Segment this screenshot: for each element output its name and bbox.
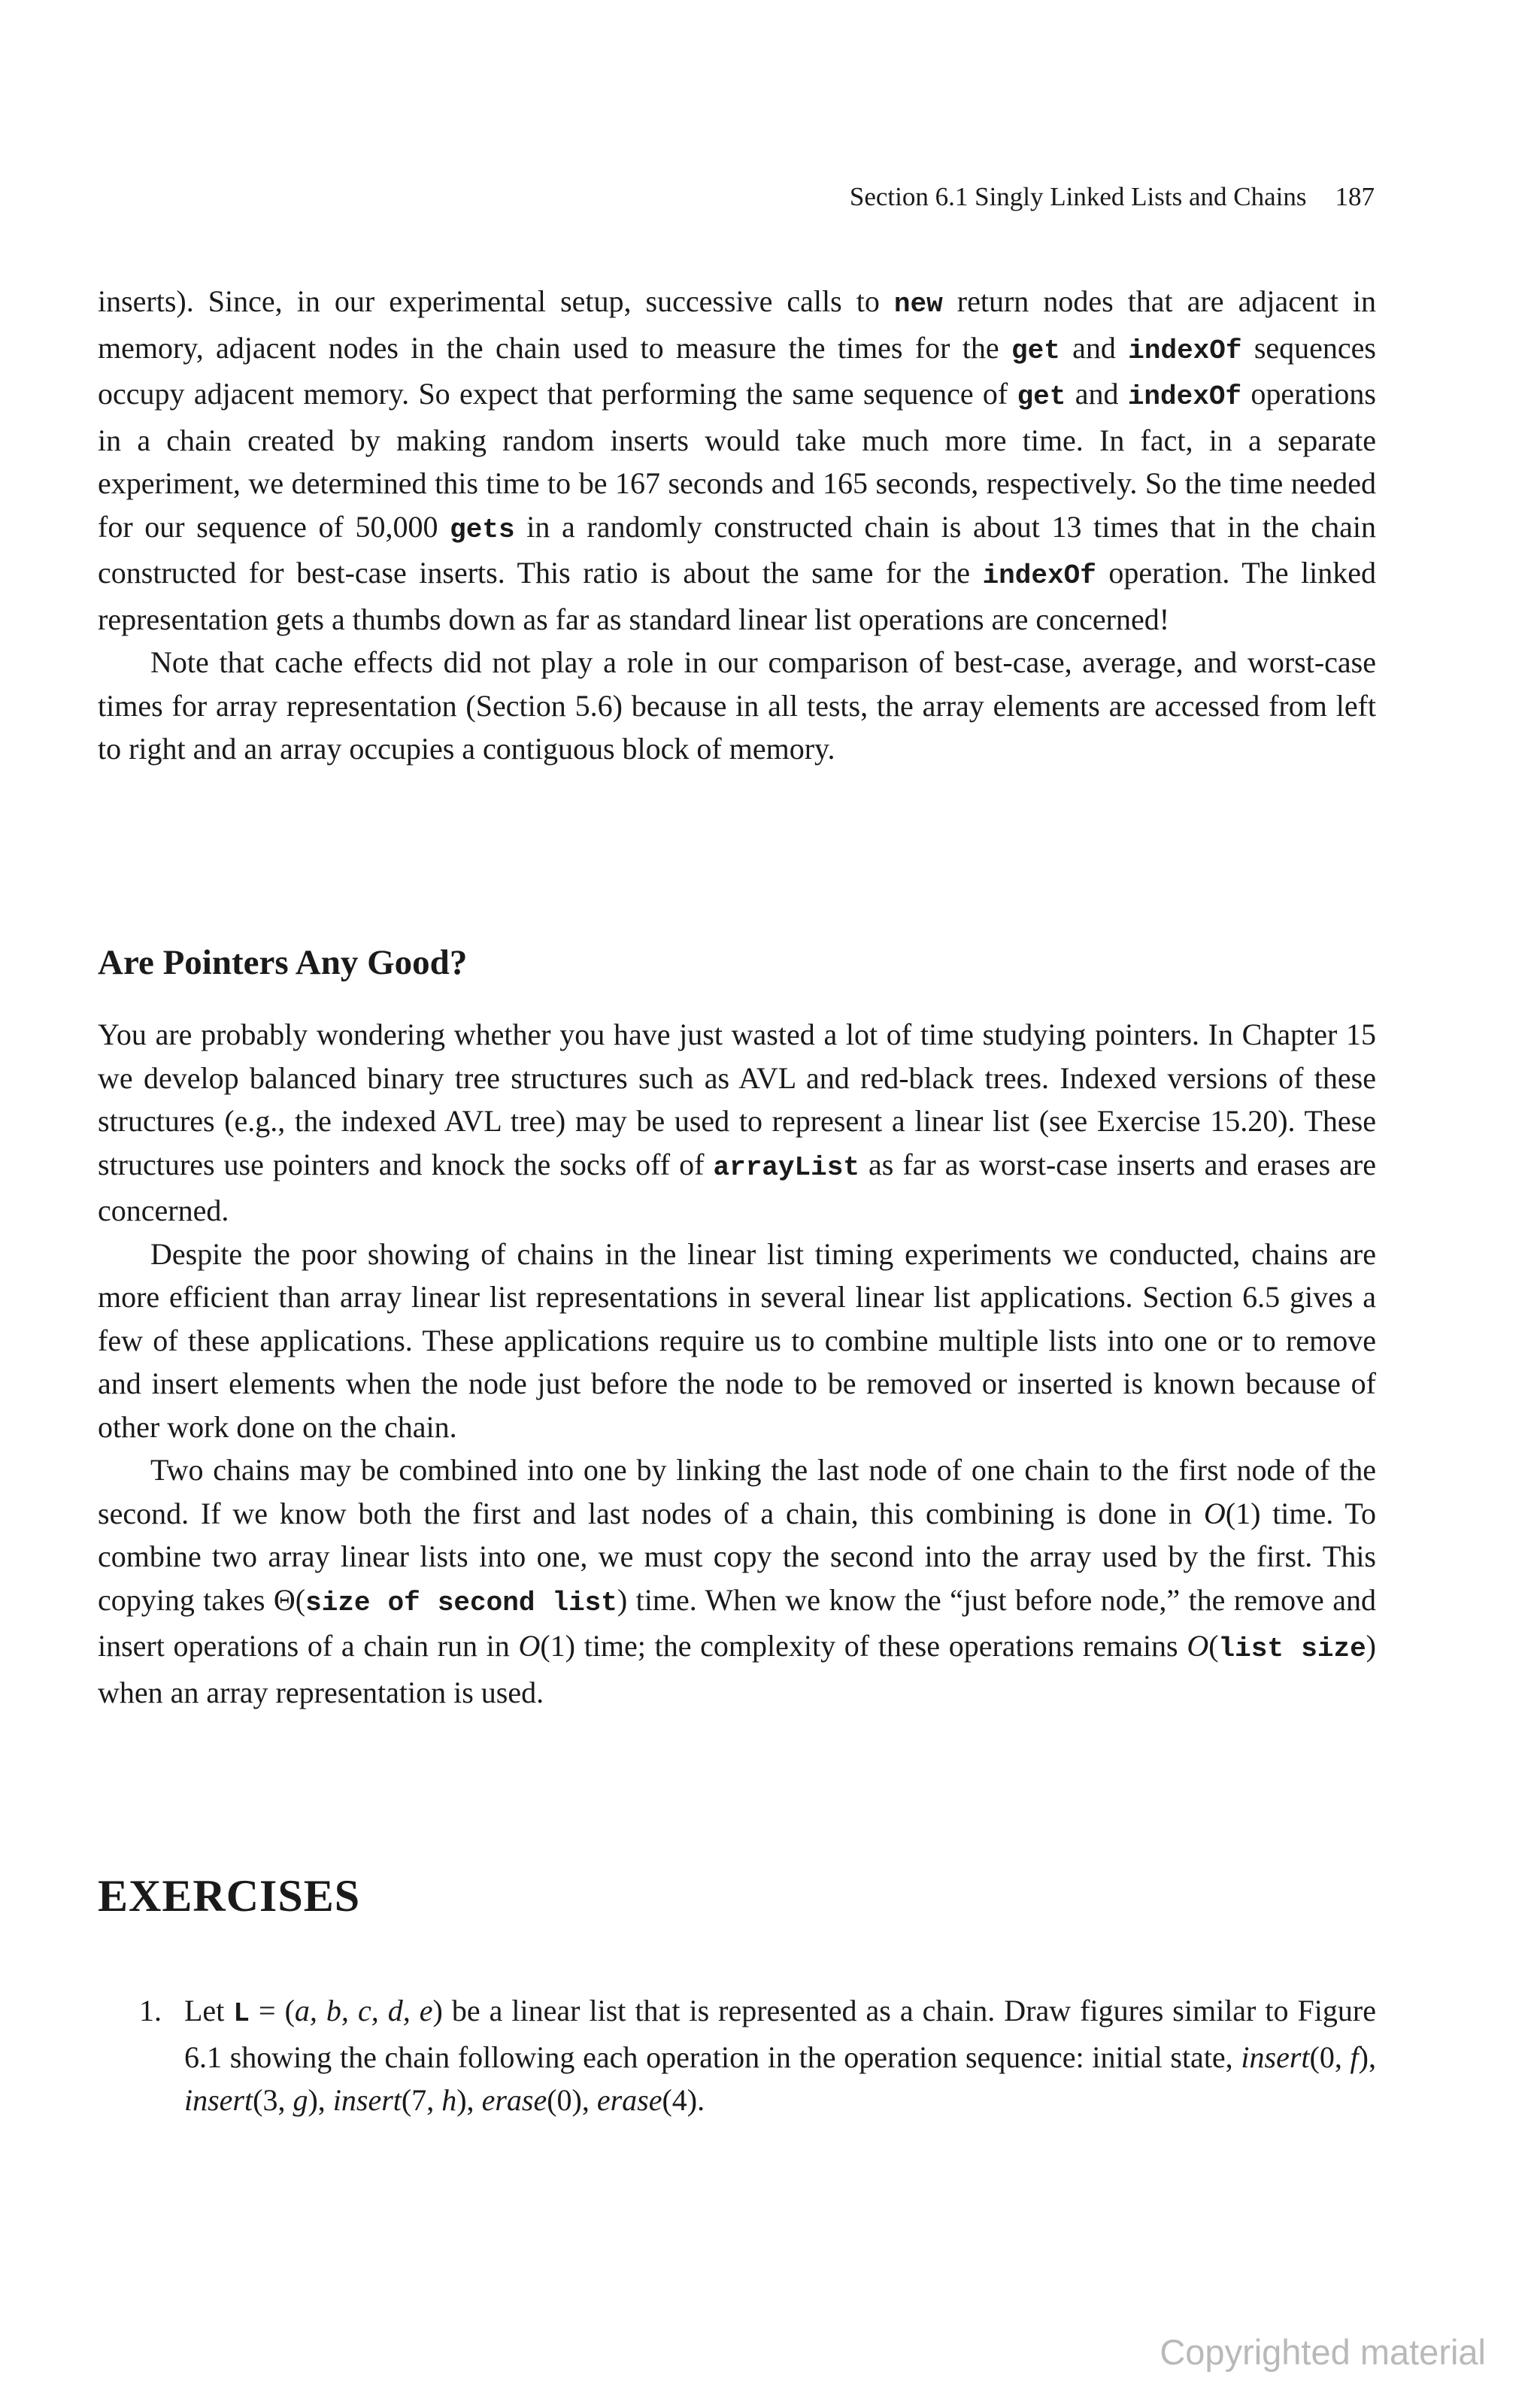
text-run: return nodes that are adjacent in memory, adjacent nodes in the chain used to measure the times for the bbox=[98, 284, 1376, 365]
code-gets: gets bbox=[450, 514, 515, 545]
text-run: ), bbox=[308, 2083, 333, 2117]
intro-paragraph-1 bbox=[98, 280, 1376, 641]
text-run: Two chains may be combined into one by linking the last node of one chain to the first node of the second. If we know both the first and last nodes of a chain, this combining is done in bbox=[98, 1453, 1376, 1530]
math-o: O bbox=[518, 1629, 541, 1663]
text-run: inserts). Since, in our experimental setup, successive calls to bbox=[98, 284, 894, 318]
code-get: get bbox=[1017, 381, 1066, 412]
math-g: g bbox=[293, 2083, 308, 2117]
math-insert: insert bbox=[1241, 2040, 1310, 2074]
running-head-title: Section 6.1 Singly Linked Lists and Chains bbox=[849, 182, 1307, 211]
text-run: and bbox=[1060, 330, 1129, 365]
pointers-text bbox=[98, 1013, 1376, 1714]
text-run: in a randomly constructed chain is about 13 times that in the chain constructed for best-case inserts. This ratio is about the same for the bbox=[98, 509, 1377, 590]
pointers-paragraph-1 bbox=[98, 1013, 1376, 1233]
code-arraylist: arrayList bbox=[713, 1151, 859, 1183]
text-run: (4). bbox=[662, 2083, 705, 2117]
text-run: ) when an array representation is used. bbox=[98, 1629, 1376, 1709]
exercise-item bbox=[139, 1989, 1376, 2122]
code-l: L bbox=[233, 1998, 250, 2029]
text-run: ) time. When we know the “just before node,” the remove and insert operations of a chain run in bbox=[98, 1582, 1376, 1663]
code-indexof: indexOf bbox=[1128, 335, 1242, 366]
code-list-size: list size bbox=[1218, 1633, 1366, 1664]
copyright-watermark: Copyrighted material bbox=[1160, 2332, 1486, 2372]
math-erase: erase bbox=[481, 2083, 547, 2117]
text-run: as far as worst-case inserts and erases are concerned. bbox=[98, 1147, 1376, 1227]
exercises-heading: EXERCISES bbox=[98, 1871, 361, 1921]
text-run: ), bbox=[456, 2083, 482, 2117]
intro-text bbox=[98, 280, 1376, 771]
text-run: (7, bbox=[401, 2083, 442, 2117]
math-list-elements: a, b, c, d, e bbox=[294, 1994, 433, 2027]
text-run: (0, bbox=[1309, 2040, 1351, 2074]
text-run: = ( bbox=[249, 1994, 295, 2027]
text-run: (1) time. To combine two array linear lists into one, we must copy the second into the array used by the first. This copying takes Θ( bbox=[98, 1496, 1377, 1617]
math-insert: insert bbox=[184, 2083, 253, 2117]
pointers-paragraph-2: Despite the poor showing of chains in the linear list timing experiments we conducted, chains are more efficient than array linear list representations in several linear list applications. Section 6.5 gives a few of these applications. These applications require us to combine multiple lists into one or to remove and insert elements when the node just before the node to be removed or inserted is known because of other work done on the chain. bbox=[98, 1236, 1376, 1444]
text-run: You are probably wondering whether you have just wasted a lot of time studying pointers. In Chapter 15 we develop balanced binary tree structures such as AVL and red-black trees. Indexed versions of these structures (e.g., the indexed AVL tree) may be used to represent a linear list (see Exercise 15.20). These structures use pointers and knock the socks off of bbox=[98, 1018, 1376, 1181]
running-head bbox=[850, 182, 1375, 212]
text-run: operation. The linked representation gets a thumbs down as far as standard linear list operations are concerned! bbox=[98, 556, 1376, 636]
text-run: and bbox=[1066, 377, 1128, 411]
intro-paragraph-2: Note that cache effects did not play a role in our comparison of best-case, average, and worst-case times for array representation (Section 5.6) because in all tests, the array elements are accessed from left to right and an array occupies a contiguous block of memory. bbox=[98, 645, 1376, 766]
code-new: new bbox=[893, 289, 943, 320]
math-erase: erase bbox=[596, 2083, 662, 2117]
math-f: f bbox=[1350, 2040, 1359, 2074]
text-run: Let bbox=[184, 1994, 234, 2027]
text-run: (0), bbox=[547, 2083, 597, 2117]
text-run: (3, bbox=[253, 2083, 293, 2117]
text-run: ), bbox=[1358, 2040, 1376, 2074]
text-run: operations in a chain created by making random inserts would take much more time. In fact, in a separate experiment, we determined this time to be 167 seconds and 165 seconds, respectively. So the time needed for our sequence of 50,000 bbox=[98, 377, 1376, 544]
pointers-paragraph-3 bbox=[98, 1448, 1376, 1714]
code-indexof: indexOf bbox=[1127, 381, 1242, 412]
math-h: h bbox=[441, 2083, 457, 2117]
exercise-number: 1. bbox=[139, 1994, 162, 2027]
exercise-text bbox=[184, 1989, 1376, 2122]
text-run: ( bbox=[1208, 1629, 1219, 1663]
code-size-of-second-list: size of second list bbox=[305, 1587, 617, 1618]
page-number: 187 bbox=[1335, 182, 1375, 211]
math-o: O bbox=[1203, 1496, 1226, 1530]
math-o: O bbox=[1187, 1629, 1209, 1663]
code-get: get bbox=[1011, 335, 1060, 366]
section-heading: Are Pointers Any Good? bbox=[98, 943, 468, 982]
code-indexof: indexOf bbox=[982, 560, 1096, 591]
text-run: (1) time; the complexity of these operations remains bbox=[540, 1629, 1187, 1663]
text-run: ) be a linear list that is represented as a chain. Draw figures similar to Figure 6.1 showing the chain following each operation in the operation sequence: initial state, bbox=[184, 1994, 1376, 2074]
math-insert: insert bbox=[332, 2083, 402, 2117]
text-run: sequences occupy adjacent memory. So expect that performing the same sequence of bbox=[98, 330, 1376, 411]
